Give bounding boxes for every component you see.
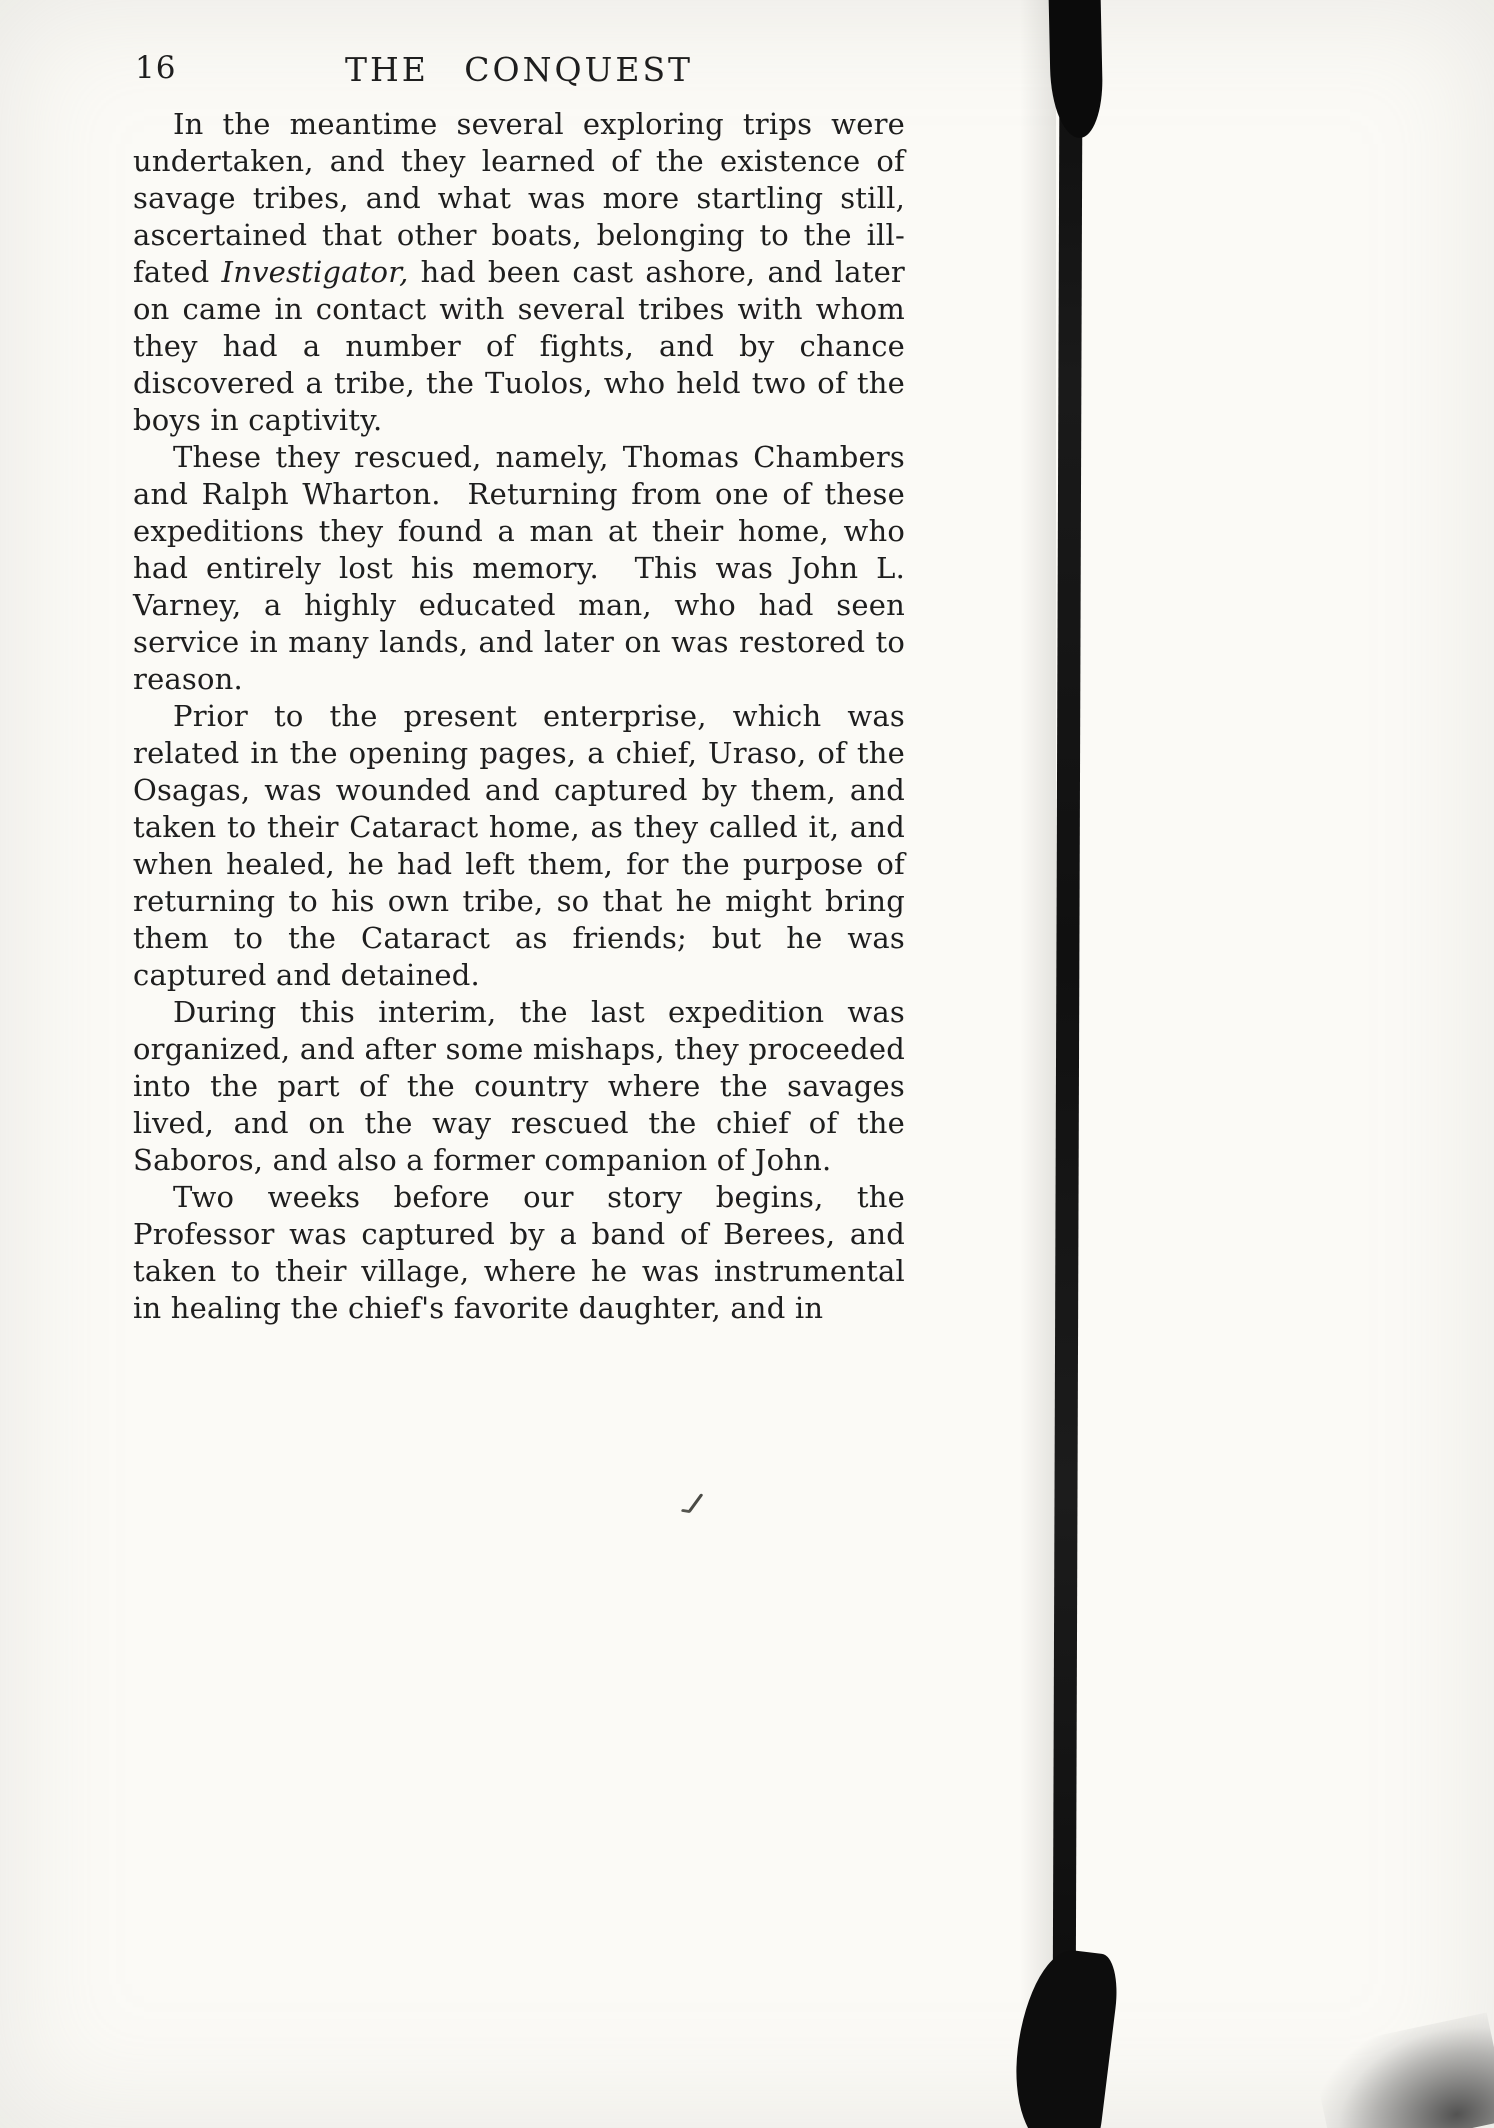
- scan-gutter-shadow-top: [1048, 0, 1103, 139]
- pen-mark: [688, 1493, 704, 1512]
- paragraph-1-text-after: had been cast ashore, and later on came in contact with several tribes with whom they had a number of fights, and by chance discovered a tribe, the Tuolos, who held two of the boys in captivity.: [133, 255, 915, 437]
- paragraph-5: Two weeks before our story begins, the Professor was captured by a band of Berees, and taken to their village, where he was instrumental in healing the chief's favorite daughter, and in: [133, 1180, 915, 1325]
- gutter-haze-shadow: [1020, 0, 1056, 2128]
- body-text-block: [133, 106, 915, 1327]
- running-header-title: THE CONQUEST: [344, 50, 694, 89]
- page-number: 16: [135, 50, 177, 86]
- paragraph-1: [133, 106, 915, 439]
- book-title-italic: Investigator,: [221, 255, 409, 289]
- paragraph-1-text-before: In the meantime several exploring trips were undertaken, and they learned of the existence of savage tribes, and what was more startling still, ascertained that other boats, belonging to the ill-fated: [133, 107, 915, 289]
- scan-gutter-shadow: [1052, 0, 1082, 2128]
- paragraph-3: Prior to the present enterprise, which was related in the opening pages, a chief, Uraso, of the Osagas, was wounded and captured by them, and taken to their Cataract home, as they called it, and when healed, he had left them, for the purpose of returning to his own tribe, so that he might bring them to the Cataract as friends; but he was captured and detained.: [133, 699, 915, 992]
- corner-smudge: [1311, 2012, 1494, 2128]
- page-header: [133, 50, 905, 94]
- paragraph-4: During this interim, the last expedition was organized, and after some mishaps, they proceeded into the part of the country where the savages lived, and on the way rescued the chief of the Saboros, and also a former companion of John.: [133, 995, 915, 1177]
- paragraph-2: These they rescued, namely, Thomas Chambers and Ralph Wharton. Returning from one of these expeditions they found a man at their home, who had entirely lost his memory. This was John L. Varney, a highly educated man, who had seen service in many lands, and later on was restored to reason.: [133, 440, 915, 696]
